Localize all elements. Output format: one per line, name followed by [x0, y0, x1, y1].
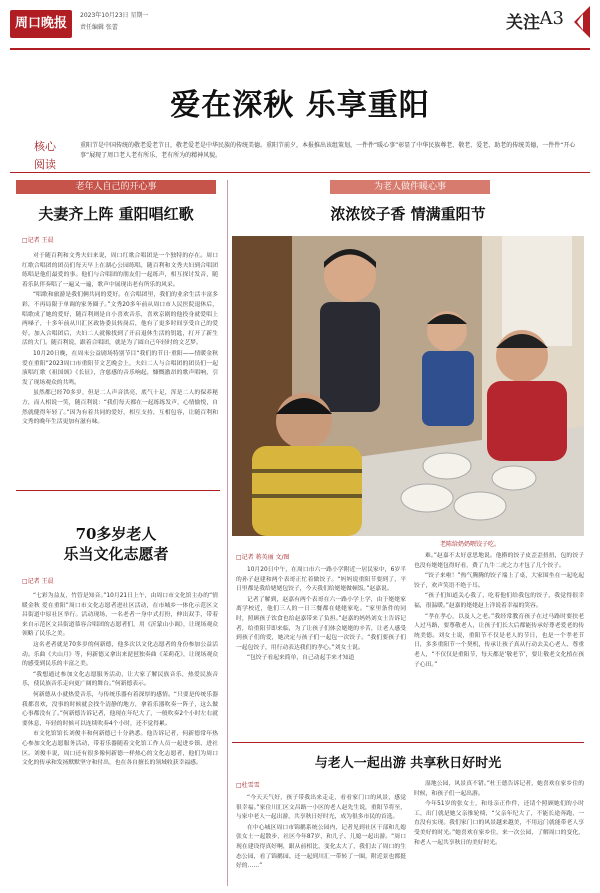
- paragraph: “我想通过参加文化志愿服务活动，让大家了解民族音乐，热爱民族音乐，使民族音乐走向更广阔的舞台。”何新德表示。: [22, 671, 218, 688]
- paragraph: 今年51岁的张女士，和母亲正作件，还请个照顾她们的小时工，出门就是她父亲推轮椅，“父亲年纪大了，不能长途奔跑，一直没有实现。我们家门口的风景越来越美，不用远门就能带老人享受美好的时光。”她喜欢在家乡住，来一次公园，了解周口的变化，和老人一起共享秋日的美好时光。: [414, 801, 584, 846]
- paragraph: 何新德从小就热爱音乐，与传统乐器有着深厚的感情。“只要是传统乐器我都喜欢，没事的时候就会找个清静的地方，拿着乐器吹奏一阵子，这么做心事都没有了。”何新德告诉记者，他现在年纪大了，一般吹奏2个小时左右就要休息，年轻的时候可以连续吹奏4个小时，还不觉得累。: [22, 691, 218, 727]
- paragraph: 湿地公园，风景真不错。”杜王德告诉记者，她喜欢在家乡住的时候，和孩子们一起出游。: [414, 781, 584, 797]
- paragraph: 这名老者就是70多岁的何新德，他多次以文化志愿者的身份参加公益活动。乐曲《夫山月》等，何新德又拿出来琵琶独奏曲《茉莉花》，让现场观众的感受到民乐的丰富之美。: [22, 641, 218, 668]
- masthead-rule: [10, 48, 590, 50]
- right-article1-byline: □记者 蒋英丽 文/图: [236, 554, 290, 561]
- paragraph: “孩子们知道关心我了，吃着他们给我包的饺子，我觉得很幸福，很温暖。”赵嘉的姥姥赵上洋说着幸福的笑容。: [414, 593, 584, 609]
- paragraph: 在中心城区周口市锦鹅系统公园内，记者见到社区干部和儿媳张女士一起散步，社区今年87岁，和儿子、儿媳一起出游。“周口现在建设得真好啊，跟从前相比，变化太大了，我们去了周口的生态公园，看了锦鹅园、还一起到川汇一带转了一圈，附近景也都挺好的……”: [236, 824, 406, 870]
- paragraph: “今天天气好，孩子带我出来走走，看看家门口的风景，感觉很幸福。”家住川汇区文昌路一小区的老人赵先生说，重阳节将至，与家中老人一起出游，共享秋日好时光，成为很多市民的首选。: [236, 795, 406, 821]
- right-article1-title: 浓浓饺子香 情满重阳节: [330, 205, 486, 223]
- paragraph: “七彩为益友，竹管是知音。”10月21日上午，由周口市文化馆主办的“情暖金秋 爱在重阳”周口市文化志愿者进社区活动，在市城乡一体化示范区文昌街道中原社区举行。活动现场，一名老者一身中式打扮，伸出双手，带着来自示范区文昌街道慕容合唱团的志愿者们，用《沂蒙山小调》，让现场观众领略了民乐之美。: [22, 593, 218, 638]
- article1-title: 夫妻齐上阵 重阳唱红歌: [38, 205, 194, 223]
- paragraph: 10月20日晚，在周末公益剧场特别节目“我们的节日·重阳——情暖金秋 爱在重阳”2023周口市重阳节文艺晚会上，夫妇二人与合唱团的团员们一起演唱红歌《祖国颂》《长征》，含慈感的音乐响起，慷慨激昂的歌声唱响，引发了现场观众的共鸣。: [22, 350, 218, 386]
- paragraph: 难。”赵嘉不太好意思地说。他擀的饺子皮歪歪扭扭，包的饺子也没有姥姥包得好看，费了九牛二虎之力才包了几个饺子。: [414, 553, 584, 569]
- photo-caption: 老陈给奶奶喂饺子吃。: [440, 541, 501, 548]
- paragraph: 市文化馆馆长刘俊丰和何新德已十分熟悉。他告诉记者，何新德常年热心参加文化志愿服务活动，带着乐器随着文化馆工作人员一起进乡镇、进社区。刘俊丰说，周口还有很多像何新德一样热心的文化志愿者，他们为周口文化的传承和发扬默默坚守和付出，也在各自擅长的领域收获幸福感。: [22, 731, 218, 767]
- left-divider: [16, 490, 220, 491]
- section-title: 关注: [506, 13, 540, 33]
- article2-byline: □记者 王晨: [22, 578, 54, 585]
- section-divider: [10, 172, 590, 173]
- core-reading-text: 重阳节是中国传统的敬老爱老节日，敬老爱老是中华民族的传统美德。重阳节前夕，本报推出该组策划，一件件“暖心事”彰显了中华民族尊老、敬老、爱老、助老的传统美德，一件件“开心事”展现了周口老人老有所乐、老有所为的精神风貌。: [80, 142, 576, 159]
- right-article1-col1: [236, 566, 406, 738]
- photo-illustration: [232, 236, 584, 536]
- paragraph: 10月20日中午，在周口市六一路小学附近一居民家中，6岁半的孙子赵建和两个表哥正忙着做饺子。“妈妈说重阳节要到了，平日里都是我给姥姥包饺子，今天我们给姥姥做顿饭。”赵嘉说。: [236, 567, 406, 593]
- newspaper-logo: 周口晚报: [10, 10, 72, 38]
- right-divider: [232, 742, 584, 743]
- page-headline: 爱在深秋 乐享重阳: [170, 88, 430, 123]
- page-number: A3: [539, 8, 564, 29]
- paragraph: “包饺子看起来简单，自己动起手来才知道: [247, 655, 355, 662]
- paragraph: “唱歌和旅游是我们俩共同的爱好。在合唱团里，我们的业余生活丰富多彩，不再局限于单调的家务圈子。”文秀20多年前从周口市人民医院退休后，唱歌成了她的爱好，随百利则是自小喜欢音乐，喜欢京剧的他投身就爱唱上两嗓子，十多年前从川汇区政协委员转岗后，他有了更多时间享受自己的爱好。加入合唱团后，夫妇二人就像找到了开启退休生活的钥匙，打开了新生活的大门。随百利说，跟着合唱团，就是为了圆自己年轻时的文艺梦。: [22, 292, 218, 347]
- column-separator: [227, 180, 228, 886]
- paragraph: 记者了解到，赵嘉有两个表哥在六一路小学上学，由于姥姥家离学校近，他们三人的一日三餐都在姥姥家吃。“家里条件的同时，照顾孩子饮食也给赵嘉带来了负担。”赵嘉的妈妈刘女士告诉记者，给重阳节即来临，为了让孩子们体会姥姥的辛苦，让老人感受到孩子们的爱，她决定与孩子们一起包一次饺子。“我们要孩子们一起包饺子，用行动表达我们的孝心。”刘女士说。: [236, 596, 406, 651]
- paragraph: “孝在孝心，以及人之老。”我经常教育孩子在过马路时要扶老人过马路，要尊敬老人，让孩子们长大后都能传承好尊老爱老的传统美德。刘女士说，重阳节不仅是老人的节日，也是一个孝老节日，多多重阳节一个契机，传承让孩子真从行动去关心老人、尊重老人，“不仅仅是重阳节，每天都是‘敬老节’，要让敬老文化植在孩子心田。”: [414, 613, 584, 668]
- responsible-editor: 责任编辑 张蕾: [80, 24, 118, 31]
- right-article2-col2: [414, 780, 584, 886]
- right-section-tag: 为老人做件暖心事: [330, 180, 490, 194]
- article2-title: 70多岁老人 乐当文化志愿者: [63, 525, 169, 563]
- paragraph: 虽然都已经70多岁，但是二人声音洪亮，底气十足，浑是二人的保养秘方，而人相说一笑，随百利说：“我们每天都在一起练练发声，心情愉悦，自然就健得年轻了。”因为有着共同的爱好，相互支持，互相包容，让随百利和文秀的晚年生活更加有滋有味。: [22, 390, 218, 426]
- right-article2-title: 与老人一起出游 共享秋日好时光: [314, 756, 502, 771]
- left-section-tag: 老年人自己的开心事: [16, 180, 216, 194]
- right-article1-col2: [414, 552, 584, 738]
- paragraph: “饺子来啦！”热气腾腾的饺子端上了桌，大家围坐在一起吃起饺子，欢声笑语不绝于耳。: [414, 573, 584, 589]
- family-dumpling-photo: [232, 236, 584, 536]
- article1-byline: □记者 王晨: [22, 237, 54, 244]
- chevron-left-icon: [570, 6, 590, 38]
- right-article2-col1: [236, 794, 406, 886]
- issue-date: 2023年10月23日 星期一: [80, 12, 149, 19]
- masthead: [10, 6, 590, 46]
- paragraph: 对于随百利和文秀夫妇来说，周口红歌合唱团是一个独特的存在。周口红歌合唱团的团员们每天早上在湖心公园练唱，随百利和文秀夫妇到合唱团练唱是他们最爱的事。他们与合唱团的朋友们一起练声，相互探讨发音，随着乐队伴奏唱了一遍又一遍，歌声中展现出老有所乐的风采。: [22, 253, 218, 288]
- core-reading-label: 核心阅读: [34, 140, 56, 171]
- right-article2-byline: □杜雪雪: [236, 782, 260, 789]
- article2-body: [22, 592, 218, 884]
- article1-body: [22, 252, 218, 482]
